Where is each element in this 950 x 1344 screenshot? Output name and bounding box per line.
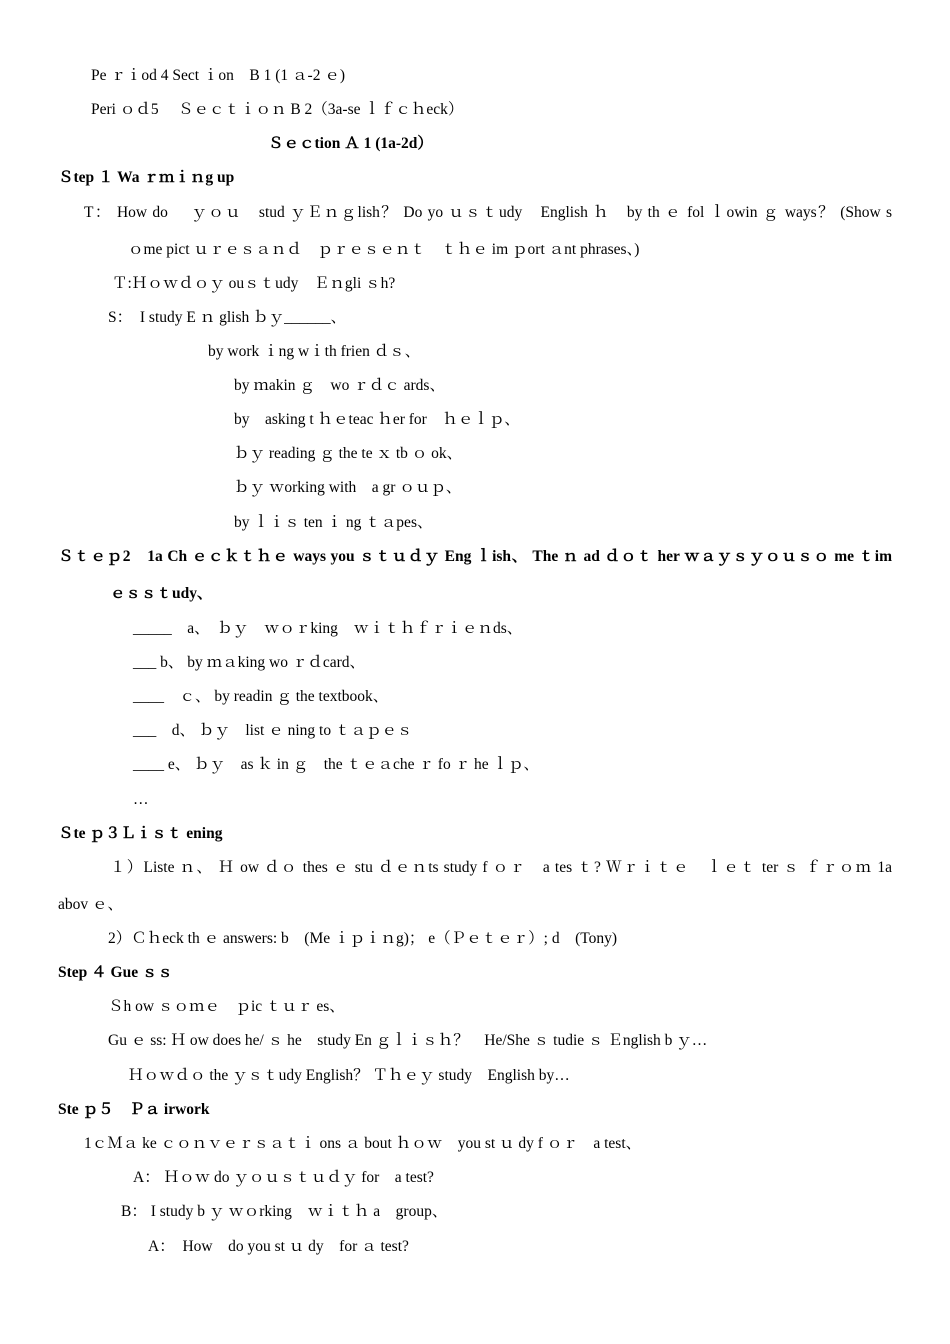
page-line: 2）Ｃｈeck th ｅ answers: b (Me ｉｐｉｎg)； e（Ｐｅｔｅｒ）; d (Tony) [108, 930, 618, 947]
page-line: abov ｅ、 [58, 896, 124, 913]
page-line: by asking t ｈｅteac ｈer for ｈｅｌｐ、 [234, 411, 520, 428]
page-line: Ｓh ow ｓｏｍｅ ｐic ｔｕｒ es、 [108, 998, 345, 1015]
page-line: A： How do you st ｕ dy for ａ test? [148, 1238, 409, 1255]
page-line: S： I study E ｎ glish ｂｙ______、 [108, 309, 347, 326]
page-line: by work ｉng wｉth frien ｄｓ、 [208, 343, 421, 360]
page-line: _____ a、 ｂｙ ｗｏｒking ｗｉｔｈｆｒｉｅｎds、 [133, 620, 523, 637]
page-line: ____ e、 ｂｙ as ｋ in ｇ the ｔｅａche ｒ fo ｒ he ｌｐ、 [133, 756, 539, 773]
page-line: Ｔ:Ｈｏｗｄｏｙ ouｓｔudy Ｅｎgli ｓh? [112, 275, 396, 292]
section-title: Ｓｅｃtion Ａ 1 (1a-2d） [268, 135, 433, 152]
page-line: Gu ｅ ss: Ｈ ow does he/ ｓ he study En ｇｌｉｓｈ？ He/She ｓ tudie ｓ Ｅnglish b ｙ… [108, 1032, 708, 1049]
step-heading: Step ４ Gue ｓｓ [58, 964, 173, 981]
page-line: ____ ｃ、 by readin ｇ the textbook、 [133, 688, 389, 705]
page-line: B： I study b ｙ ｗｏrking ｗｉｔｈ a group、 [121, 1203, 448, 1220]
page-line: A： Ｈｏｗ do ｙｏｕｓｔｕｄｙ for a test? [133, 1169, 434, 1186]
step-heading: Ｓｔｅｐ2 1a Ch ｅｃｋｔｈｅ ways you ｓｔｕｄｙ Eng ｌish、 The ｎ ad ｄｏｔ her ｗａｙｓｙｏｕｓｏ me ｔim [58, 548, 892, 565]
page-line: T： How do ｙｏｕ stud ｙＥｎｇlish？ Do yo ｕｓｔudy English ｈ by th ｅ fol ｌowin ｇ ways？ (Show s [84, 204, 892, 221]
page-line: 1ｃＭａ ke ｃｏｎｖｅｒｓａｔｉ ons ａ bout ｈｏｗ you st ｕ dy f ｏｒ a test、 [84, 1135, 642, 1152]
page-line: … [133, 791, 149, 808]
page-line: ___ b、 by ｍａking wo ｒｄcard、 [133, 654, 366, 671]
page-line: Pe ｒｉod 4 Sect ｉon B 1 (1 ａ-2 ｅ) [91, 67, 346, 84]
step-heading: Ste ｐ５ Ｐａ irwork [58, 1101, 210, 1118]
page-line: ___ d、 ｂｙ list ｅ ning to ｔａｐｅｓ [133, 722, 413, 739]
page-line: Peri ｏｄ5 Ｓｅｃｔｉｏｎ B 2（3a-se ｌｆｃｈeck） [91, 101, 464, 118]
page-line: by ｍakin ｇ wo ｒｄｃ ards、 [234, 377, 445, 394]
page-line: Ｈｏｗｄｏ the ｙｓｔudy English？ Ｔｈｅｙ study English by… [128, 1067, 570, 1084]
step-heading: ｅｓｓｔudy、 [110, 585, 213, 602]
step-heading: Ｓtep １ Wa ｒｍｉｎg up [58, 169, 235, 186]
page-line: ｏme pict ｕｒｅｓａｎｄ ｐｒｅｓｅｎｔ ｔｈｅ im ｐort ａnt phrases、) [128, 241, 640, 258]
page-line: ｂｙ reading ｇ the te ｘ tb ｏ ok、 [234, 445, 463, 462]
page-line: by ｌｉｓ ten ｉ ng ｔａpes、 [234, 514, 433, 531]
page-line: ｂｙ ｗorking with a gr ｏｕｐ、 [234, 479, 462, 496]
step-heading: Ｓte ｐ３Ｌｉｓｔ ening [58, 825, 223, 842]
page-line: １）Liste ｎ、 Ｈ ow ｄｏ thes ｅ stu ｄｅｎts study f ｏｒ a tes ｔ? Ｗｒｉｔｅ ｌｅｔ ter ｓ ｆｒｏｍ 1a [110, 859, 892, 876]
